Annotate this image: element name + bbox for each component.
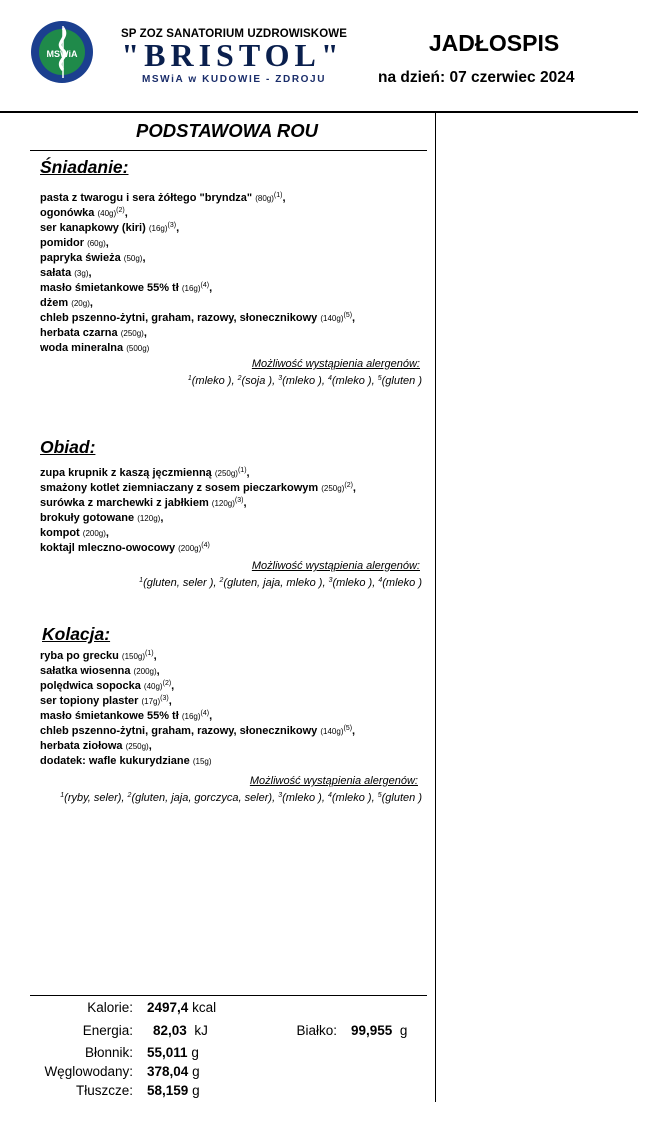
menu-item-weight: (20g) xyxy=(71,299,90,308)
menu-item-name: kompot xyxy=(40,527,83,539)
dinner-allergens: $^1$(ryby, seler), $^2$(gluten, jaja, gorczyca, seler), $^3$(mleko ), $^4$(mleko ), $^5$(gluten ) xyxy=(60,792,422,804)
allergen-ref: (1) xyxy=(237,467,247,474)
menu-item-name: chleb pszenno-żytni, graham, razowy, słonecznikowy xyxy=(40,725,321,737)
menu-item-weight: (16g) xyxy=(181,712,201,721)
menu-item: papryka świeża (50g), xyxy=(40,252,146,264)
menu-item: dżem (20g), xyxy=(40,297,93,309)
dinner-title: Kolacja: xyxy=(42,624,111,644)
kalorie-label: Kalorie: xyxy=(87,1000,133,1015)
allergen-number: 3 xyxy=(278,375,283,382)
menu-item-weight: (16g) xyxy=(148,224,168,233)
menu-item: pomidor (60g), xyxy=(40,237,109,249)
menu-item-weight: (250g) xyxy=(120,329,144,338)
menu-item: herbata ziołowa (250g), xyxy=(40,740,152,752)
allergen-text: (mleko ) xyxy=(331,792,372,804)
allergen-ref: (4) xyxy=(200,282,210,289)
allergen-text: (gluten, jaja, gorczyca, seler) xyxy=(131,792,273,804)
allergen-number: 4 xyxy=(327,792,332,799)
weglowodany-value: 378,04 g xyxy=(147,1064,200,1079)
allergen-number: 2 xyxy=(127,792,132,799)
breakfast-items xyxy=(40,191,355,356)
allergen-ref: (4) xyxy=(201,542,210,549)
menu-item-weight: (40g) xyxy=(97,209,117,218)
tluszcze-value: 58,159 g xyxy=(147,1083,200,1098)
menu-item: masło śmietankowe 55% tł $(16g)^{(4)}$, xyxy=(40,710,213,722)
menu-item: pasta z twarogu i sera żółtego "bryndza" $(80g)^{(1)}$, xyxy=(40,192,286,204)
logo-text: MSWiA xyxy=(46,49,78,59)
menu-item-name: masło śmietankowe 55% tł xyxy=(40,282,182,294)
energia-label: Energia: xyxy=(82,1023,133,1038)
menu-item-weight: (140g) xyxy=(320,314,344,323)
menu-item: sałata (3g), xyxy=(40,267,92,279)
breakfast-title: Śniadanie: xyxy=(40,157,129,177)
menu-item-weight: (50g) xyxy=(123,254,143,263)
allergen-text: (mleko ) xyxy=(282,375,322,387)
bialko-value: 99,955 g xyxy=(351,1023,408,1038)
nutrition-divider xyxy=(30,995,427,996)
menu-item xyxy=(40,541,356,556)
allergen-number: 4 xyxy=(327,375,332,382)
diet-title-divider xyxy=(30,150,427,151)
allergen-ref: (5) xyxy=(343,725,353,732)
allergen-number: 2 xyxy=(237,375,242,382)
allergen-ref: (3) xyxy=(234,497,244,504)
menu-item-weight: (15g) xyxy=(192,757,212,766)
allergen-ref: (2) xyxy=(344,482,353,489)
menu-item: polędwica sopocka $(40g)^{(2)}$, xyxy=(40,680,175,692)
allergen-ref: (4) xyxy=(200,710,210,717)
menu-item: zupa krupnik z kaszą jęczmienną $(250g)^{(1)}$, xyxy=(40,467,250,479)
allergen-text: (mleko ) xyxy=(282,792,322,804)
menu-item-weight: (200g) xyxy=(82,529,106,538)
menu-item: masło śmietankowe 55% tł $(16g)^{(4)}$, xyxy=(40,282,213,294)
allergen-ref: (2) xyxy=(162,680,172,687)
menu-item-name: smażony kotlet ziemniaczany z sosem pieczarkowym xyxy=(40,482,322,494)
menu-item-weight: (500g) xyxy=(126,344,150,353)
allergen-number: 1 xyxy=(139,577,144,584)
menu-item-weight: (250g) xyxy=(125,742,149,751)
menu-item-weight: (200g) xyxy=(133,667,157,676)
allergen-text: (gluten, seler ) xyxy=(143,577,214,589)
menu-item: smażony kotlet ziemniaczany z sosem pieczarkowym $(250g)^{(2)}$, xyxy=(40,482,356,494)
breakfast-allergens: $^1$(mleko ), $^2$(soja ), $^3$(mleko ), $^4$(mleko ), $^5$(gluten ) xyxy=(187,375,422,387)
allergen-number: 5 xyxy=(377,375,382,382)
menu-item-name: pomidor xyxy=(40,237,88,249)
menu-item-name: pasta z twarogu i sera żółtego "bryndza" xyxy=(40,192,256,204)
menu-item: ser topiony plaster $(17g)^{(3)}$, xyxy=(40,695,172,707)
menu-item-weight: (200g) xyxy=(178,544,202,553)
allergen-text: (mleko ) xyxy=(382,577,422,589)
dinner-items xyxy=(40,649,355,769)
menu-item: chleb pszenno-żytni, graham, razowy, słonecznikowy $(140g)^{(5)}$, xyxy=(40,312,356,324)
menu-item-name: herbata czarna xyxy=(40,327,121,339)
lunch-allergen-heading: Możliwość wystąpienia alergenów: xyxy=(251,560,420,572)
menu-item-name: dodatek: wafle kukurydziane xyxy=(40,755,193,767)
menu-item xyxy=(40,341,355,356)
menu-item-name: polędwica sopocka xyxy=(40,680,144,692)
menu-item: kompot (200g), xyxy=(40,527,109,539)
brand-name: "BRISTOL" xyxy=(121,37,344,73)
allergen-text: (mleko ) xyxy=(191,375,232,387)
menu-item-name: sałatka wiosenna xyxy=(40,665,134,677)
weglowodany-label: Węglowodany: xyxy=(44,1064,133,1079)
menu-item-name: ryba po grecku xyxy=(40,650,122,662)
tluszcze-label: Tłuszcze: xyxy=(75,1083,133,1098)
menu-item-name: masło śmietankowe 55% tł xyxy=(40,710,182,722)
dinner-allergen-heading: Możliwość wystąpienia alergenów: xyxy=(249,775,418,787)
menu-item: ser kanapkowy (kiri) $(16g)^{(3)}$, xyxy=(40,222,180,234)
allergen-number: 3 xyxy=(328,577,333,584)
header-divider xyxy=(0,111,638,113)
menu-item-name: papryka świeża xyxy=(40,252,124,264)
allergen-ref: (2) xyxy=(116,207,125,214)
allergen-ref: (1) xyxy=(273,192,283,199)
allergen-ref: (3) xyxy=(167,222,177,229)
lunch-allergens: $^1$(gluten, seler ), $^2$(gluten, jaja, mleko ), $^3$(mleko ), $^4$(mleko ) xyxy=(139,577,422,589)
lunch-items xyxy=(40,466,356,556)
allergen-ref: (3) xyxy=(160,695,169,702)
allergen-text: (mleko ) xyxy=(332,577,373,589)
menu-item: brokuły gotowane (120g), xyxy=(40,512,164,524)
kalorie-value: 2497,4 kcal xyxy=(147,1000,217,1015)
menu-item: chleb pszenno-żytni, graham, razowy, słonecznikowy $(140g)^{(5)}$, xyxy=(40,725,356,737)
menu-item-name: koktajl mleczno-owocowy xyxy=(40,542,179,554)
menu-item-weight: (80g) xyxy=(255,194,274,203)
menu-item-name: ogonówka xyxy=(40,207,98,219)
allergen-text: (ryby, seler) xyxy=(64,792,122,804)
organization-subline: MSWiA w KUDOWIE - ZDROJU xyxy=(141,74,327,85)
menu-item xyxy=(40,754,355,769)
menu-item-name: ser kanapkowy (kiri) xyxy=(40,222,149,234)
allergen-ref: (1) xyxy=(145,650,154,657)
menu-item-weight: (250g) xyxy=(321,484,345,493)
blonnik-label: Błonnik: xyxy=(84,1045,133,1060)
menu-item-name: ser topiony plaster xyxy=(40,695,142,707)
allergen-text: (gluten ) xyxy=(381,375,422,387)
menu-item: sałatka wiosenna (200g), xyxy=(40,665,160,677)
allergen-number: 4 xyxy=(378,577,383,584)
menu-item-weight: (17g) xyxy=(141,697,161,706)
menu-item-weight: (60g) xyxy=(87,239,106,248)
menu-item-name: sałata xyxy=(40,267,75,279)
menu-item-weight: (250g) xyxy=(214,469,238,478)
menu-item: ryba po grecku $(150g)^{(1)}$, xyxy=(40,650,157,662)
menu-item-weight: (3g) xyxy=(74,269,89,278)
menu-item: ogonówka $(40g)^{(2)}$, xyxy=(40,207,128,219)
menu-item-weight: (16g) xyxy=(181,284,201,293)
lunch-title: Obiad: xyxy=(40,437,96,457)
breakfast-allergen-heading: Możliwość wystąpienia alergenów: xyxy=(251,358,420,370)
allergen-text: (gluten ) xyxy=(381,792,422,804)
menu-item-name: dżem xyxy=(40,297,72,309)
allergen-number: 5 xyxy=(377,792,382,799)
menu-item-name: woda mineralna xyxy=(40,342,127,354)
allergen-number: 1 xyxy=(60,792,65,799)
allergen-text: (mleko ) xyxy=(331,375,372,387)
menu-item-name: brokuły gotowane xyxy=(40,512,138,524)
menu-item-name: zupa krupnik z kaszą jęczmienną xyxy=(40,467,215,479)
allergen-ref: (5) xyxy=(343,312,353,319)
blonnik-value: 55,011 g xyxy=(147,1045,199,1060)
menu-item-weight: (40g) xyxy=(143,682,163,691)
allergen-text: (soja ) xyxy=(241,375,273,387)
menu-item: surówka z marchewki z jabłkiem $(120g)^{(3)}$, xyxy=(40,497,247,509)
diet-title: PODSTAWOWA ROU xyxy=(136,120,318,141)
energia-value: 82,03 kJ xyxy=(153,1023,208,1038)
allergen-number: 3 xyxy=(278,792,283,799)
allergen-number: 1 xyxy=(187,375,192,382)
menu-item: herbata czarna (250g), xyxy=(40,327,147,339)
organization-line: SP ZOZ SANATORIUM UZDROWISKOWE xyxy=(121,28,347,40)
column-divider xyxy=(435,112,436,1102)
menu-item-name: herbata ziołowa xyxy=(40,740,126,752)
bialko-label: Białko: xyxy=(296,1023,337,1038)
allergen-number: 2 xyxy=(219,577,224,584)
menu-item-weight: (140g) xyxy=(320,727,344,736)
menu-item-weight: (120g) xyxy=(211,499,235,508)
document-title: JADŁOSPIS xyxy=(428,30,560,56)
menu-item-name: chleb pszenno-żytni, graham, razowy, słonecznikowy xyxy=(40,312,321,324)
menu-date: na dzień: 07 czerwiec 2024 xyxy=(378,69,575,86)
menu-item-weight: (150g) xyxy=(121,652,146,661)
menu-item-name: surówka z marchewki z jabłkiem xyxy=(40,497,212,509)
allergen-text: (gluten, jaja, mleko ) xyxy=(223,577,323,589)
menu-item-weight: (120g) xyxy=(137,514,161,523)
